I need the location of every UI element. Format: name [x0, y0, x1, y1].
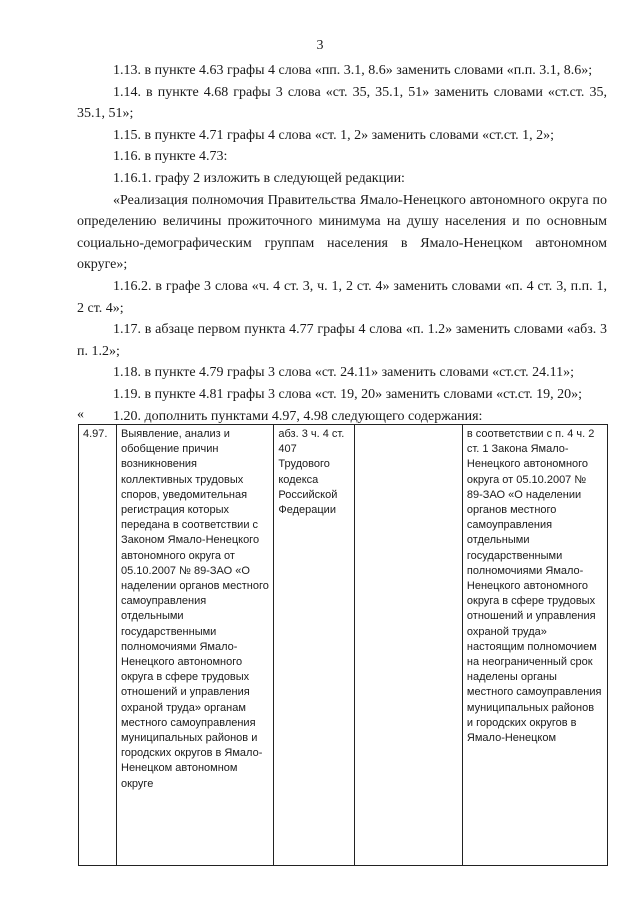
paragraph-1-14: 1.14. в пункте 4.68 графы 3 слова «ст. 35, 35.1, 51» заменить словами «ст.ст. 35, 35.1, 51»;: [77, 84, 607, 122]
paragraph-1-16-1: 1.16.1. графу 2 изложить в следующей редакции:: [113, 170, 405, 186]
paragraph-1-18: 1.18. в пункте 4.79 графы 3 слова «ст. 24.11» заменить словами «ст.ст. 24.11»;: [113, 365, 575, 381]
opening-quote-mark: «: [77, 407, 84, 422]
item-description: Выявление, анализ и обобщение причин возникновения коллективных трудовых споров, уведомительная регистрация которых передана в соответствии с Законом Ямало-Ненецкого автономного округа от 05.10.2007 № 89-ЗАО «О наделении органов местного самоуправления отдельными государственными полномочиями Ямало-Ненецкого автономного округа в сфере трудовых отношений и управления охраной труда» органам местного самоуправления муниципальных районов и городских округов в Ямало-Ненецком автономном округе: [121, 428, 269, 790]
paragraph-1-17: 1.17. в абзаце первом пункта 4.77 графы 4 слова «п. 1.2» заменить словами «абз. 3 п. 1.2»;: [77, 322, 607, 359]
amendments-text: [77, 60, 607, 427]
new-items-table: [78, 424, 608, 866]
legal-basis-cell: [274, 425, 355, 866]
paragraph-1-16: 1.16. в пункте 4.73:: [113, 149, 228, 165]
paragraph-1-19: 1.19. в пункте 4.81 графы 3 слова «ст. 19, 20» заменить словами «ст.ст. 19, 20»;: [113, 386, 583, 402]
empty-cell: [355, 425, 462, 866]
regional-basis-cell: [462, 425, 607, 866]
item-regional-basis: в соответствии с п. 4 ч. 2 ст. 1 Закона Ямало-Ненецкого автономного округа от 05.10.2007 № 89-ЗАО «О наделении органов местного самоуправления отдельными государственными полномочиями Ямало-Ненецкого автономного округа в сфере трудовых отношений и управления охраной труда» настоящим полномочием на неограниченный срок наделены органы местного самоуправления муниципальных районов и городских округов в Ямало-Ненецком: [466, 428, 602, 745]
description-cell: [117, 425, 274, 866]
item-number: 4.97.: [83, 428, 108, 440]
page-number: 3: [316, 38, 324, 53]
paragraph-1-15: 1.15. в пункте 4.71 графы 4 слова «ст. 1, 2» заменить словами «ст.ст. 1, 2»;: [113, 127, 555, 143]
item-legal-basis: абз. 3 ч. 4 ст. 407 Трудового кодекса Российской Федерации: [278, 428, 345, 517]
table-row: [79, 425, 608, 866]
item-number-cell: [79, 425, 117, 866]
paragraph-1-20: 1.20. дополнить пунктами 4.97, 4.98 следующего содержания:: [113, 408, 483, 424]
paragraph-1-13: 1.13. в пункте 4.63 графы 4 слова «пп. 3.1, 8.6» заменить словами «п.п. 3.1, 8.6»;: [113, 63, 593, 78]
paragraph-quoted-wording: «Реализация полномочия Правительства Ямало-Ненецкого автономного округа по определению величины прожиточного минимума на душу населения и по основным социально-демографическим группам населения в Ямало-Ненецком автономном округе»;: [77, 192, 607, 273]
paragraph-1-16-2: 1.16.2. в графе 3 слова «ч. 4 ст. 3, ч. 1, 2 ст. 4» заменить словами «п. 4 ст. 3, п.п. 1, 2 ст. 4»;: [77, 278, 607, 316]
